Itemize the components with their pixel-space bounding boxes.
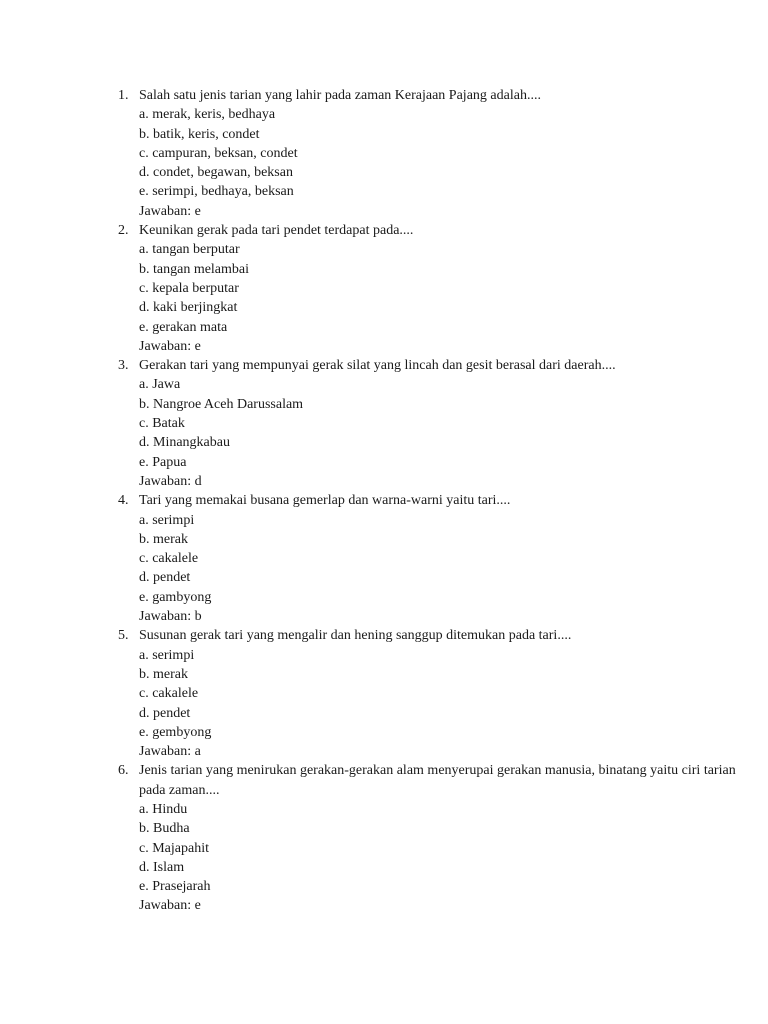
answer-line: Jawaban: e (139, 338, 201, 354)
question-text: Gerakan tari yang mempunyai gerak silat yang lincah dan gesit berasal dari daerah.... (139, 358, 616, 374)
option-e: e. gembyong (139, 724, 212, 740)
question-number: 4. (118, 493, 129, 509)
question-text: Tari yang memakai busana gemerlap dan warna-warni yaitu tari.... (139, 493, 511, 509)
option-c: c. cakalele (139, 686, 199, 702)
option-c: c. cakalele (139, 551, 199, 567)
answer-line: Jawaban: a (139, 744, 201, 760)
option-e: e. Prasejarah (139, 879, 211, 895)
answer-line: Jawaban: e (139, 203, 201, 219)
question-4 (118, 491, 738, 626)
question-text: Keunikan gerak pada tari pendet terdapat pada.... (139, 223, 414, 239)
option-a: a. merak, keris, bedhaya (139, 107, 276, 123)
option-b: b. Nangroe Aceh Darussalam (139, 396, 304, 412)
question-text: Salah satu jenis tarian yang lahir pada zaman Kerajaan Pajang adalah.... (139, 88, 541, 103)
question-number: 6. (118, 763, 129, 779)
question-number: 2. (118, 223, 129, 239)
option-e: e. serimpi, bedhaya, beksan (139, 184, 294, 200)
question-body (139, 626, 738, 761)
answer-line: Jawaban: b (139, 609, 202, 625)
option-e: e. gambyong (139, 589, 212, 605)
question-5 (118, 626, 738, 761)
answer-line: Jawaban: d (139, 473, 202, 489)
option-b: b. merak (139, 531, 188, 547)
option-b: b. merak (139, 666, 188, 682)
question-6 (118, 761, 738, 915)
option-a: a. serimpi (139, 647, 195, 663)
question-body (139, 356, 738, 491)
question-1 (118, 86, 738, 221)
option-a: a. tangan berputar (139, 242, 240, 258)
question-3 (118, 356, 738, 491)
option-d: d. condet, begawan, beksan (139, 165, 293, 181)
answer-line: Jawaban: e (139, 898, 201, 914)
question-2 (118, 221, 738, 356)
option-d: d. pendet (139, 705, 191, 721)
question-text: Jenis tarian yang menirukan gerakan-gerakan alam menyerupai gerakan manusia, binatang yaitu ciri tarian pada zaman.... (139, 763, 736, 798)
option-c: c. kepala berputar (139, 280, 239, 296)
option-a: a. Hindu (139, 801, 188, 817)
option-b: b. batik, keris, condet (139, 126, 260, 142)
option-e: e. gerakan mata (139, 319, 228, 335)
option-a: a. serimpi (139, 512, 195, 528)
option-c: c. Majapahit (139, 840, 209, 856)
option-b: b. Budha (139, 821, 190, 837)
question-number: 1. (118, 88, 129, 103)
option-d: d. Minangkabau (139, 435, 230, 451)
option-e: e. Papua (139, 454, 187, 470)
option-c: c. campuran, beksan, condet (139, 145, 298, 161)
option-b: b. tangan melambai (139, 261, 250, 277)
question-number: 3. (118, 358, 129, 374)
question-number: 5. (118, 628, 129, 644)
option-d: d. kaki berjingkat (139, 300, 238, 316)
question-body (139, 221, 738, 356)
option-a: a. Jawa (139, 377, 181, 393)
option-d: d. Islam (139, 859, 185, 875)
question-body (139, 761, 738, 915)
question-body (139, 86, 738, 221)
option-c: c. Batak (139, 416, 185, 432)
document-page (118, 86, 738, 916)
question-text: Susunan gerak tari yang mengalir dan hening sanggup ditemukan pada tari.... (139, 628, 572, 644)
option-d: d. pendet (139, 570, 191, 586)
question-body (139, 491, 738, 626)
